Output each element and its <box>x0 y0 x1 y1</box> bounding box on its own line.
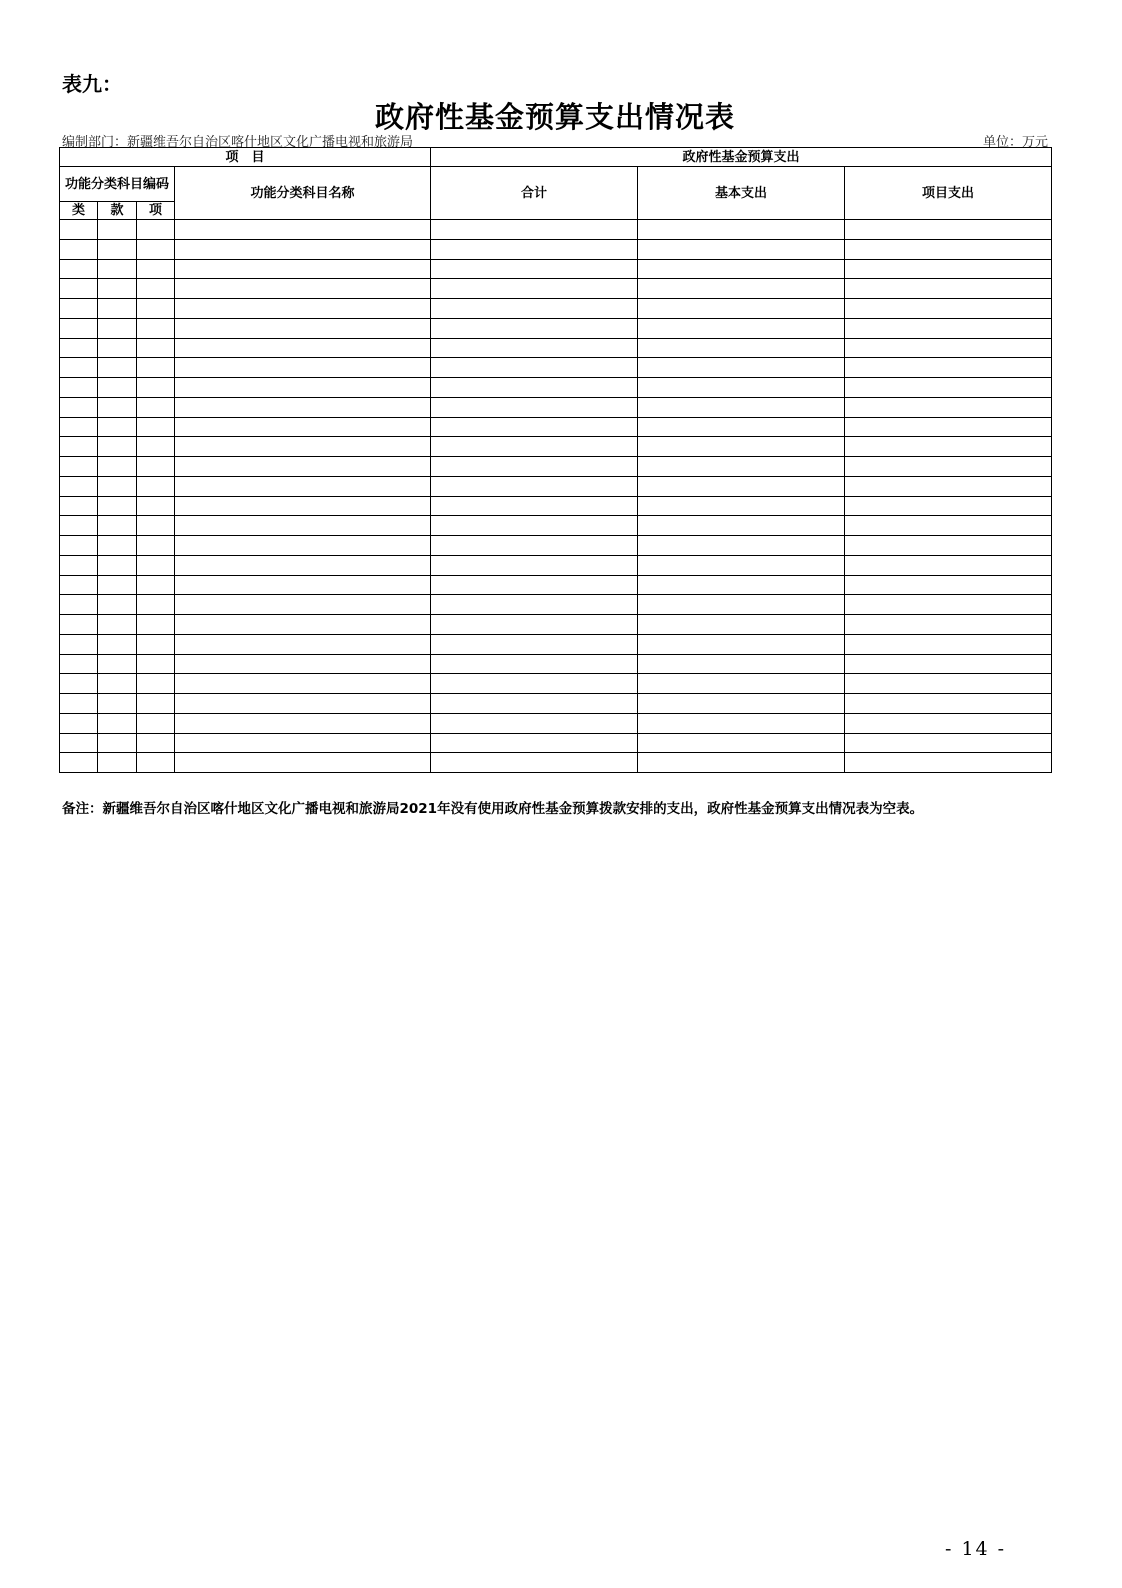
table-cell <box>845 259 1052 279</box>
table-cell <box>175 457 431 477</box>
table-cell <box>638 536 845 556</box>
table-row <box>60 496 1052 516</box>
table-cell <box>175 575 431 595</box>
table-row <box>60 220 1052 240</box>
table-row <box>60 457 1052 477</box>
table-cell <box>98 279 137 299</box>
table-cell <box>845 536 1052 556</box>
table-cell <box>638 733 845 753</box>
table-cell <box>137 694 175 714</box>
table-cell <box>175 318 431 338</box>
table-cell <box>60 713 98 733</box>
table-row <box>60 615 1052 635</box>
table-cell <box>137 575 175 595</box>
table-cell <box>431 555 638 575</box>
table-row <box>60 713 1052 733</box>
table-cell <box>431 259 638 279</box>
table-cell <box>98 595 137 615</box>
table-cell <box>98 654 137 674</box>
table-cell <box>137 378 175 398</box>
table-cell <box>98 417 137 437</box>
table-cell <box>175 694 431 714</box>
table-row <box>60 536 1052 556</box>
table-cell <box>60 279 98 299</box>
table-cell <box>638 457 845 477</box>
table-cell <box>638 476 845 496</box>
table-cell <box>98 378 137 398</box>
table-row <box>60 674 1052 694</box>
table-cell <box>431 575 638 595</box>
header-lei: 类 <box>60 202 98 220</box>
table-cell <box>431 496 638 516</box>
table-cell <box>638 220 845 240</box>
table-cell <box>60 358 98 378</box>
table-cell <box>431 753 638 773</box>
table-cell <box>60 595 98 615</box>
table-cell <box>845 615 1052 635</box>
table-cell <box>98 694 137 714</box>
table-cell <box>845 279 1052 299</box>
table-cell <box>60 615 98 635</box>
table-cell <box>137 397 175 417</box>
table-cell <box>638 555 845 575</box>
table-cell <box>175 378 431 398</box>
table-cell <box>137 595 175 615</box>
table-cell <box>175 536 431 556</box>
table-cell <box>431 634 638 654</box>
table-cell <box>137 437 175 457</box>
table-cell <box>638 634 845 654</box>
table-cell <box>638 279 845 299</box>
table-cell <box>431 615 638 635</box>
table-cell <box>60 654 98 674</box>
table-cell <box>845 476 1052 496</box>
table-cell <box>638 338 845 358</box>
table-cell <box>845 634 1052 654</box>
table-cell <box>137 279 175 299</box>
table-cell <box>98 476 137 496</box>
table-cell <box>98 239 137 259</box>
header-total: 合计 <box>431 167 638 220</box>
table-cell <box>98 299 137 319</box>
table-cell <box>137 753 175 773</box>
table-row <box>60 437 1052 457</box>
table-row <box>60 318 1052 338</box>
table-row <box>60 378 1052 398</box>
table-row <box>60 239 1052 259</box>
unit-label: 单位：万元 <box>982 135 1048 150</box>
table-cell <box>431 694 638 714</box>
table-cell <box>137 457 175 477</box>
table-cell <box>60 516 98 536</box>
table-cell <box>845 516 1052 536</box>
table-cell <box>431 299 638 319</box>
table-cell <box>98 397 137 417</box>
table-cell <box>60 733 98 753</box>
table-cell <box>137 358 175 378</box>
table-cell <box>845 220 1052 240</box>
table-cell <box>431 654 638 674</box>
table-cell <box>845 437 1052 457</box>
table-cell <box>175 674 431 694</box>
table-cell <box>431 595 638 615</box>
table-cell <box>845 457 1052 477</box>
table-cell <box>175 397 431 417</box>
table-cell <box>638 575 845 595</box>
table-cell <box>98 496 137 516</box>
footnote: 备注：新疆维吾尔自治区喀什地区文化广播电视和旅游局2021年没有使用政府性基金预算拨款安排的支出，政府性基金预算支出情况表为空表。 <box>62 801 924 817</box>
table-row <box>60 595 1052 615</box>
table-cell <box>98 220 137 240</box>
table-cell <box>175 555 431 575</box>
table-row <box>60 259 1052 279</box>
table-cell <box>845 555 1052 575</box>
table-cell <box>60 634 98 654</box>
header-code: 功能分类科目编码 <box>60 167 175 202</box>
table-cell <box>60 417 98 437</box>
table-cell <box>137 220 175 240</box>
table-row <box>60 575 1052 595</box>
table-cell <box>845 299 1052 319</box>
table-cell <box>845 338 1052 358</box>
table-cell <box>60 753 98 773</box>
table-cell <box>175 615 431 635</box>
table-cell <box>137 299 175 319</box>
table-cell <box>98 575 137 595</box>
table-cell <box>175 496 431 516</box>
table-cell <box>175 654 431 674</box>
header-row-2 <box>60 167 1052 202</box>
table-cell <box>845 575 1052 595</box>
table-cell <box>431 516 638 536</box>
table-cell <box>431 536 638 556</box>
table-cell <box>137 555 175 575</box>
table-cell <box>638 753 845 773</box>
table-row <box>60 516 1052 536</box>
header-name: 功能分类科目名称 <box>175 167 431 220</box>
table-cell <box>638 318 845 338</box>
header-row-1 <box>60 148 1052 167</box>
table-cell <box>845 378 1052 398</box>
table-cell <box>60 239 98 259</box>
table-cell <box>638 713 845 733</box>
table-cell <box>638 595 845 615</box>
table-row <box>60 476 1052 496</box>
table-cell <box>98 437 137 457</box>
table-cell <box>60 694 98 714</box>
table-cell <box>137 417 175 437</box>
table-cell <box>137 654 175 674</box>
table-cell <box>60 555 98 575</box>
table-row <box>60 299 1052 319</box>
table-cell <box>137 615 175 635</box>
table-row <box>60 694 1052 714</box>
table-row <box>60 634 1052 654</box>
page-title: 政府性基金预算支出情况表 <box>374 100 735 134</box>
header-item: 项 目 <box>60 148 431 167</box>
table-cell <box>60 299 98 319</box>
table-label: 表九： <box>62 72 122 96</box>
table-cell <box>431 457 638 477</box>
table-cell <box>137 733 175 753</box>
table-cell <box>175 516 431 536</box>
table-cell <box>175 476 431 496</box>
table-cell <box>98 615 137 635</box>
table-cell <box>431 733 638 753</box>
table-cell <box>60 536 98 556</box>
table-cell <box>175 713 431 733</box>
table-cell <box>431 674 638 694</box>
table-cell <box>638 378 845 398</box>
table-cell <box>98 733 137 753</box>
table-cell <box>137 476 175 496</box>
header-expenditure: 政府性基金预算支出 <box>431 148 1052 167</box>
table-cell <box>175 417 431 437</box>
table-row <box>60 338 1052 358</box>
table-cell <box>431 279 638 299</box>
table-cell <box>431 476 638 496</box>
table-cell <box>175 338 431 358</box>
table-cell <box>638 615 845 635</box>
table-cell <box>431 239 638 259</box>
table-cell <box>60 674 98 694</box>
table-cell <box>137 713 175 733</box>
table-cell <box>431 713 638 733</box>
table-cell <box>638 299 845 319</box>
table-cell <box>845 239 1052 259</box>
table-row <box>60 417 1052 437</box>
table-cell <box>98 259 137 279</box>
table-row <box>60 753 1052 773</box>
table-cell <box>431 318 638 338</box>
table-cell <box>638 516 845 536</box>
table-row <box>60 397 1052 417</box>
table-cell <box>137 259 175 279</box>
table-cell <box>98 318 137 338</box>
table-cell <box>638 397 845 417</box>
table-cell <box>175 220 431 240</box>
header-xiang: 项 <box>137 202 175 220</box>
table-cell <box>431 417 638 437</box>
table-cell <box>845 654 1052 674</box>
table-row <box>60 555 1052 575</box>
table-cell <box>845 674 1052 694</box>
table-row <box>60 654 1052 674</box>
table-cell <box>638 259 845 279</box>
table-cell <box>98 753 137 773</box>
table-cell <box>60 457 98 477</box>
table-cell <box>845 694 1052 714</box>
table-cell <box>137 674 175 694</box>
table-cell <box>175 437 431 457</box>
table-cell <box>845 496 1052 516</box>
table-row <box>60 358 1052 378</box>
table-cell <box>60 476 98 496</box>
table-cell <box>845 713 1052 733</box>
table-cell <box>638 694 845 714</box>
table-cell <box>175 299 431 319</box>
table-cell <box>845 397 1052 417</box>
table-cell <box>98 338 137 358</box>
table-cell <box>60 496 98 516</box>
page-number: - 14 - <box>945 1538 1007 1560</box>
table-cell <box>60 338 98 358</box>
table-cell <box>60 259 98 279</box>
table-cell <box>175 733 431 753</box>
expenditure-table <box>59 147 1052 773</box>
table-cell <box>137 338 175 358</box>
header-basic: 基本支出 <box>638 167 845 220</box>
table-cell <box>60 397 98 417</box>
table-cell <box>60 378 98 398</box>
table-cell <box>98 634 137 654</box>
table-cell <box>175 634 431 654</box>
table-cell <box>638 674 845 694</box>
table-cell <box>60 318 98 338</box>
table-cell <box>431 378 638 398</box>
table-cell <box>98 674 137 694</box>
table-cell <box>175 595 431 615</box>
table-cell <box>638 654 845 674</box>
table-cell <box>137 516 175 536</box>
table-row <box>60 733 1052 753</box>
table-cell <box>98 713 137 733</box>
header-project: 项目支出 <box>845 167 1052 220</box>
table-cell <box>175 259 431 279</box>
table-cell <box>845 417 1052 437</box>
table-cell <box>638 496 845 516</box>
table-cell <box>431 338 638 358</box>
table-cell <box>431 220 638 240</box>
table-cell <box>845 753 1052 773</box>
table-cell <box>845 318 1052 338</box>
table-cell <box>431 437 638 457</box>
table-cell <box>98 555 137 575</box>
table-cell <box>845 595 1052 615</box>
table-cell <box>175 753 431 773</box>
table-cell <box>98 457 137 477</box>
table-cell <box>638 358 845 378</box>
table-cell <box>175 358 431 378</box>
prepared-by: 编制部门：新疆维吾尔自治区喀什地区文化广播电视和旅游局 <box>62 135 414 150</box>
header-kuan: 款 <box>98 202 137 220</box>
table-row <box>60 279 1052 299</box>
table-cell <box>137 318 175 338</box>
table-cell <box>60 575 98 595</box>
table-cell <box>638 417 845 437</box>
table-cell <box>431 397 638 417</box>
table-cell <box>137 536 175 556</box>
table-cell <box>98 516 137 536</box>
table-cell <box>845 358 1052 378</box>
table-cell <box>638 437 845 457</box>
table-cell <box>175 239 431 259</box>
table-cell <box>845 733 1052 753</box>
table-cell <box>98 536 137 556</box>
table-cell <box>175 279 431 299</box>
table-cell <box>431 358 638 378</box>
table-cell <box>60 437 98 457</box>
table-cell <box>98 358 137 378</box>
table-cell <box>60 220 98 240</box>
table-cell <box>137 634 175 654</box>
table-cell <box>137 496 175 516</box>
table-cell <box>638 239 845 259</box>
table-cell <box>137 239 175 259</box>
